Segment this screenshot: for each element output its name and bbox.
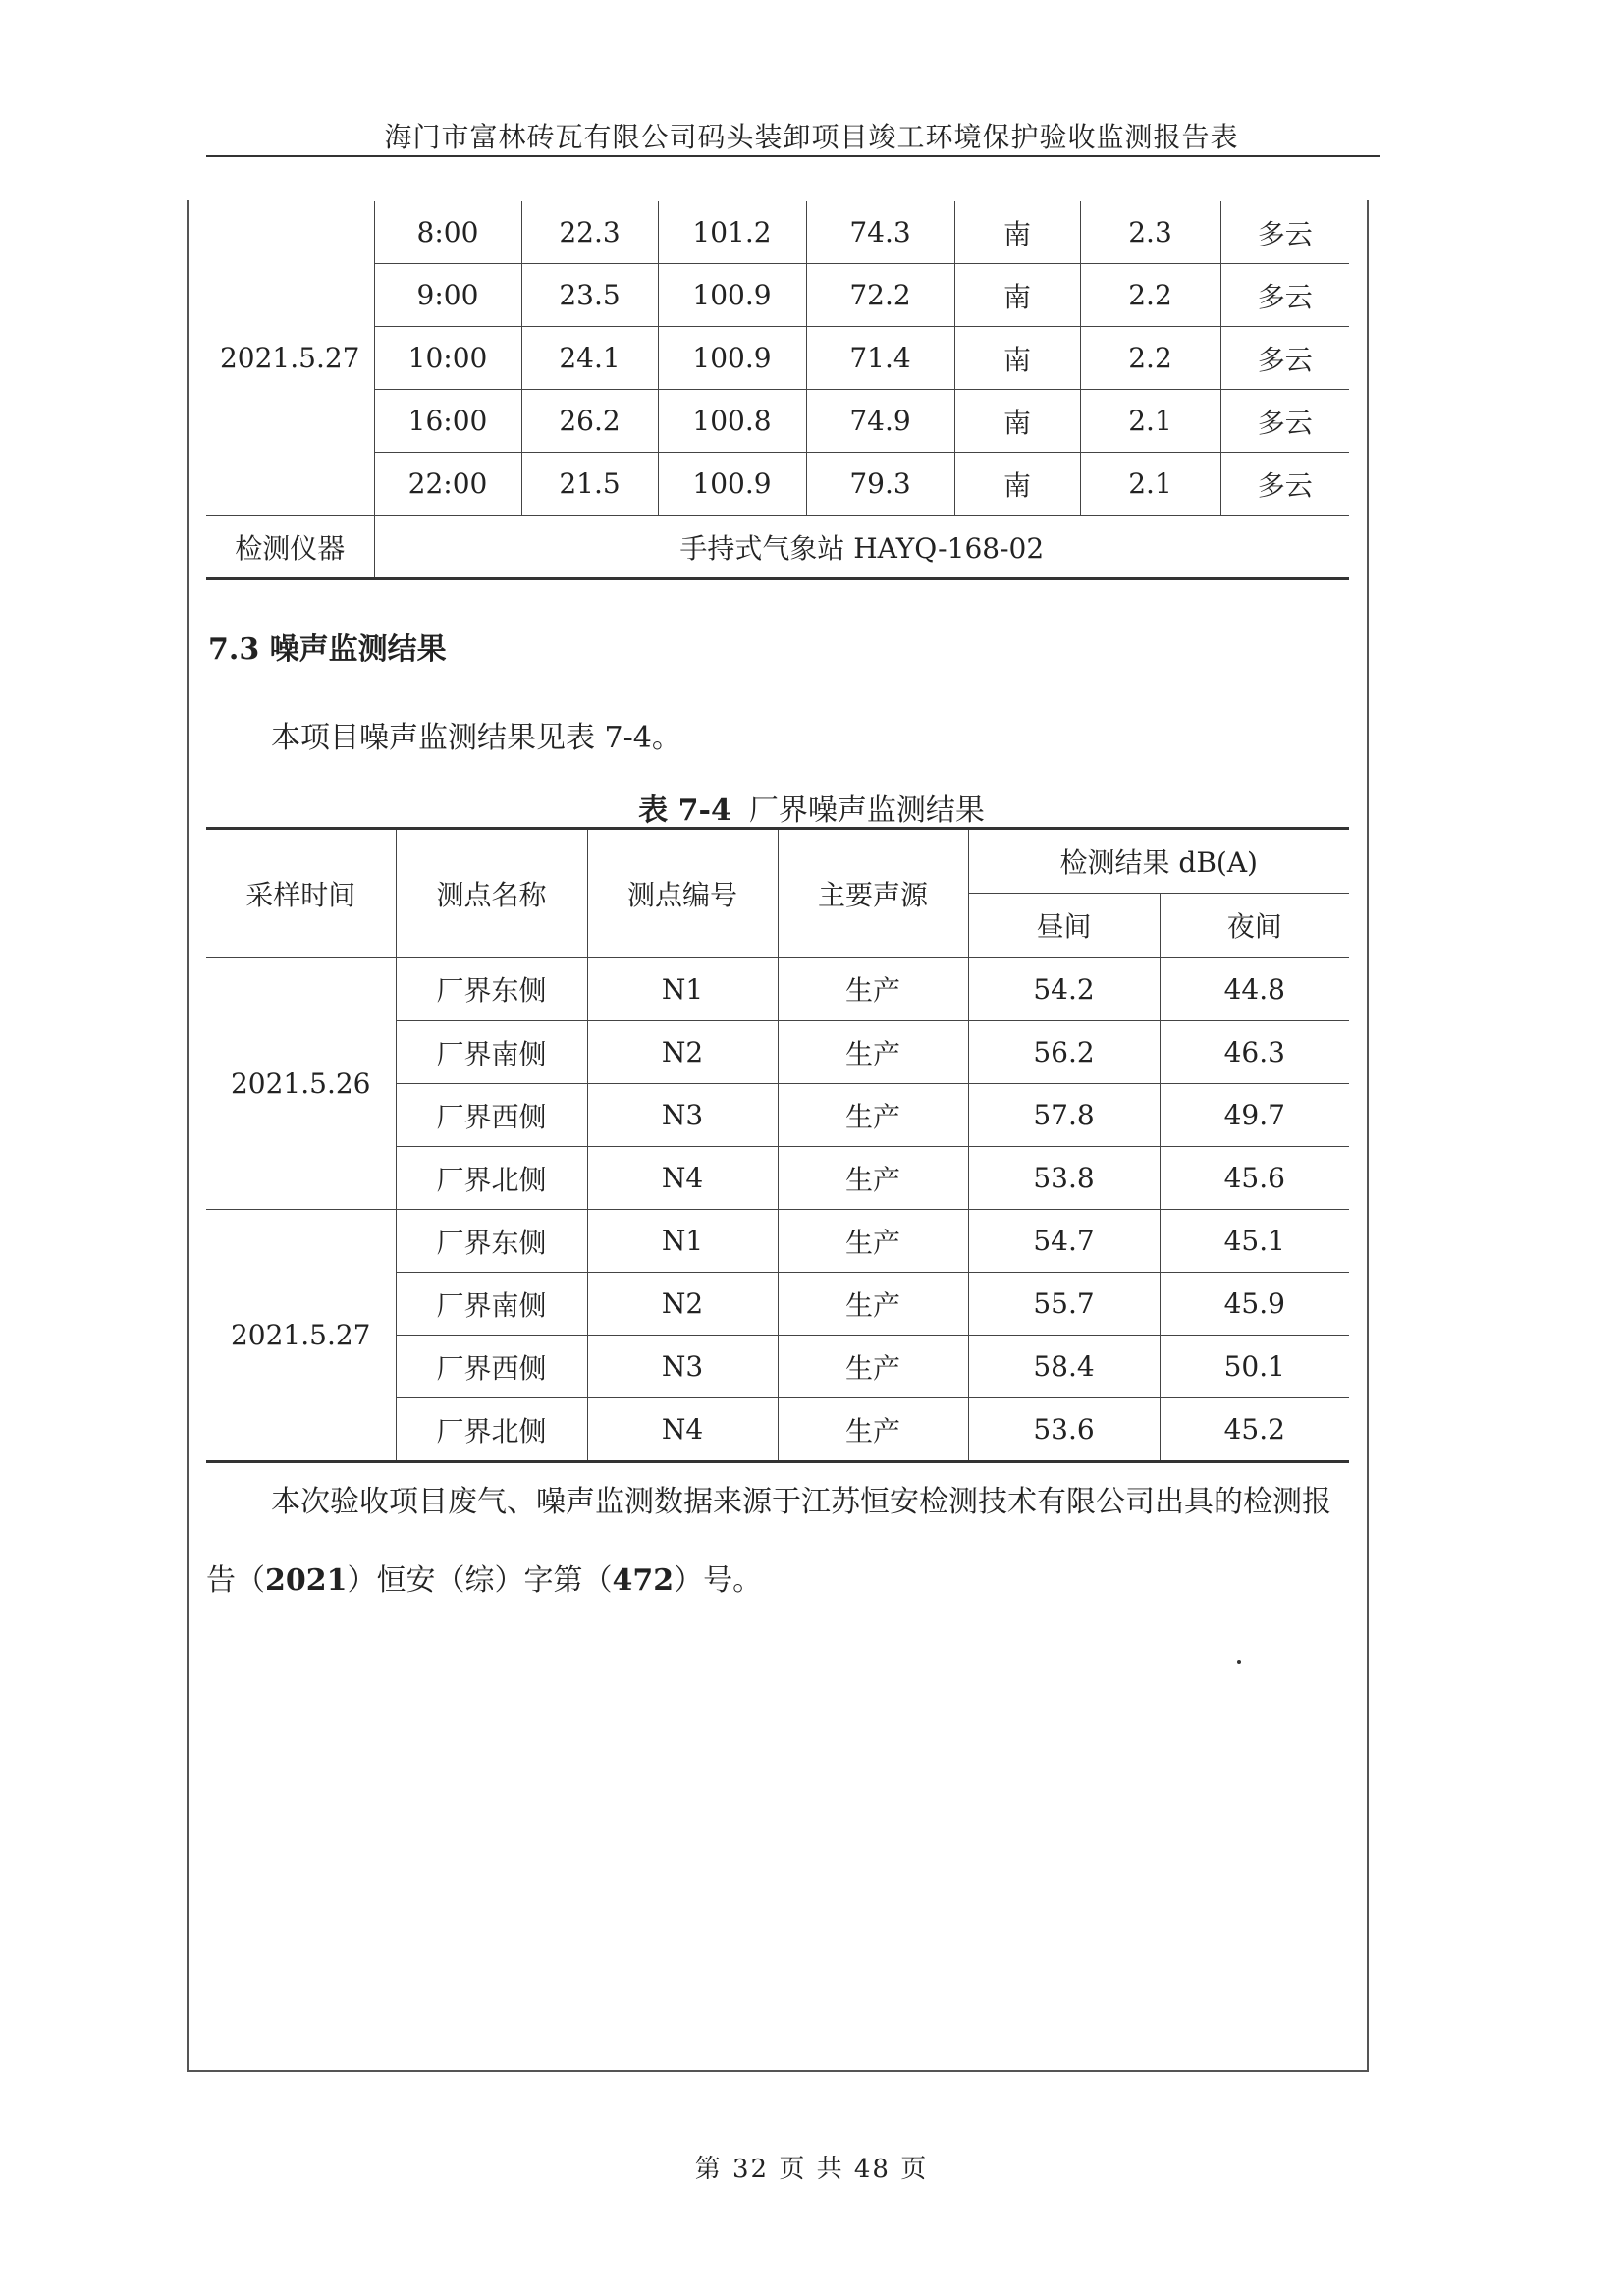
caption-number: 表 7-4 — [638, 793, 731, 828]
page-number: 第 32 页 共 48 页 — [694, 2155, 929, 2184]
noise-source: 生产 — [778, 1210, 968, 1273]
noise-source: 生产 — [778, 1147, 968, 1210]
point-no: N4 — [587, 1398, 778, 1462]
noise-source: 生产 — [778, 1084, 968, 1147]
weather-row — [206, 264, 1349, 327]
weather-wind-dir: 南 — [954, 201, 1080, 264]
noise-source: 生产 — [778, 957, 968, 1021]
noise-source: 生产 — [778, 1021, 968, 1084]
weather-temp: 24.1 — [521, 327, 658, 390]
noise-table-caption — [0, 786, 1623, 829]
weather-condition: 多云 — [1220, 264, 1349, 327]
weather-humidity: 71.4 — [806, 327, 954, 390]
header-result: 检测结果 dB(A) — [968, 829, 1349, 894]
night-value: 45.9 — [1160, 1273, 1349, 1336]
day-value: 53.6 — [968, 1398, 1160, 1462]
day-value: 53.8 — [968, 1147, 1160, 1210]
document-header-title: 海门市富林砖瓦有限公司码头装卸项目竣工环境保护验收监测报告表 — [384, 121, 1239, 153]
weather-row — [206, 327, 1349, 390]
point-name: 厂界北侧 — [396, 1147, 587, 1210]
point-name: 厂界东侧 — [396, 1210, 587, 1273]
header-sampling-time: 采样时间 — [206, 829, 396, 958]
header-point-no: 测点编号 — [587, 829, 778, 958]
weather-time: 9:00 — [374, 264, 521, 327]
noise-source: 生产 — [778, 1398, 968, 1462]
night-value: 50.1 — [1160, 1336, 1349, 1398]
weather-date-cell: 2021.5.27 — [206, 201, 374, 516]
noise-source: 生产 — [778, 1273, 968, 1336]
weather-time: 8:00 — [374, 201, 521, 264]
night-value: 49.7 — [1160, 1084, 1349, 1147]
report-number: 472 — [612, 1563, 675, 1598]
weather-pressure: 100.9 — [658, 453, 806, 516]
header-rule — [206, 155, 1380, 157]
point-no: N3 — [587, 1336, 778, 1398]
point-name: 厂界北侧 — [396, 1398, 587, 1462]
point-no: N1 — [587, 1210, 778, 1273]
weather-pressure: 100.9 — [658, 264, 806, 327]
weather-condition: 多云 — [1220, 390, 1349, 453]
header-point-name: 测点名称 — [396, 829, 587, 958]
point-name: 厂界东侧 — [396, 957, 587, 1021]
weather-wind-dir: 南 — [954, 390, 1080, 453]
weather-pressure: 100.8 — [658, 390, 806, 453]
night-value: 46.3 — [1160, 1021, 1349, 1084]
instrument-row — [206, 516, 1349, 579]
noise-source: 生产 — [778, 1336, 968, 1398]
weather-wind-speed: 2.1 — [1080, 453, 1220, 516]
weather-wind-dir: 南 — [954, 327, 1080, 390]
header-source: 主要声源 — [778, 829, 968, 958]
day-value: 58.4 — [968, 1336, 1160, 1398]
weather-temp: 22.3 — [521, 201, 658, 264]
noise-header-row — [206, 829, 1349, 894]
point-no: N2 — [587, 1021, 778, 1084]
point-name: 厂界西侧 — [396, 1084, 587, 1147]
point-name: 厂界西侧 — [396, 1336, 587, 1398]
conclusion-text-b: ）恒安（综）字第（ — [347, 1563, 613, 1598]
header-day: 昼间 — [968, 894, 1160, 958]
weather-row — [206, 453, 1349, 516]
report-year: 2021 — [265, 1563, 348, 1598]
instrument-value: 手持式气象站 HAYQ-168-02 — [374, 516, 1349, 579]
day-value: 57.8 — [968, 1084, 1160, 1147]
weather-pressure: 100.9 — [658, 327, 806, 390]
table-row — [206, 1210, 1349, 1273]
point-no: N4 — [587, 1147, 778, 1210]
point-no: N3 — [587, 1084, 778, 1147]
weather-temp: 21.5 — [521, 453, 658, 516]
night-value: 45.1 — [1160, 1210, 1349, 1273]
point-no: N1 — [587, 957, 778, 1021]
night-value: 45.2 — [1160, 1398, 1349, 1462]
weather-wind-speed: 2.3 — [1080, 201, 1220, 264]
table-row — [206, 957, 1349, 1021]
day-value: 55.7 — [968, 1273, 1160, 1336]
weather-time: 10:00 — [374, 327, 521, 390]
weather-wind-speed: 2.2 — [1080, 264, 1220, 327]
scan-speck — [1237, 1660, 1241, 1664]
weather-temp: 26.2 — [521, 390, 658, 453]
weather-humidity: 74.3 — [806, 201, 954, 264]
weather-condition: 多云 — [1220, 201, 1349, 264]
weather-wind-speed: 2.1 — [1080, 390, 1220, 453]
weather-humidity: 79.3 — [806, 453, 954, 516]
day-value: 54.2 — [968, 957, 1160, 1021]
weather-wind-dir: 南 — [954, 264, 1080, 327]
weather-row — [206, 390, 1349, 453]
header-night: 夜间 — [1160, 894, 1349, 958]
caption-title: 厂界噪声监测结果 — [748, 793, 985, 828]
weather-temp: 23.5 — [521, 264, 658, 327]
weather-wind-speed: 2.2 — [1080, 327, 1220, 390]
weather-pressure: 101.2 — [658, 201, 806, 264]
weather-wind-dir: 南 — [954, 453, 1080, 516]
weather-condition: 多云 — [1220, 327, 1349, 390]
weather-row — [206, 201, 1349, 264]
point-name: 厂界南侧 — [396, 1273, 587, 1336]
group-date: 2021.5.27 — [206, 1210, 396, 1462]
night-value: 45.6 — [1160, 1147, 1349, 1210]
noise-table — [206, 827, 1349, 1463]
weather-time: 16:00 — [374, 390, 521, 453]
weather-time: 22:00 — [374, 453, 521, 516]
section-title: 7.3 噪声监测结果 — [208, 632, 447, 667]
weather-humidity: 74.9 — [806, 390, 954, 453]
point-no: N2 — [587, 1273, 778, 1336]
weather-humidity: 72.2 — [806, 264, 954, 327]
weather-table — [206, 201, 1349, 580]
group-date: 2021.5.26 — [206, 957, 396, 1210]
conclusion-paragraph — [206, 1463, 1355, 1620]
section-intro: 本项目噪声监测结果见表 7-4。 — [271, 721, 681, 755]
day-value: 56.2 — [968, 1021, 1160, 1084]
day-value: 54.7 — [968, 1210, 1160, 1273]
point-name: 厂界南侧 — [396, 1021, 587, 1084]
instrument-label: 检测仪器 — [206, 516, 374, 579]
conclusion-text-a: 本次验收项目废气、噪声监测数据来源于江苏恒安检测技术有限公司出具的检测报告（ — [206, 1485, 1331, 1598]
conclusion-text-c: ）号。 — [674, 1563, 763, 1598]
weather-condition: 多云 — [1220, 453, 1349, 516]
night-value: 44.8 — [1160, 957, 1349, 1021]
